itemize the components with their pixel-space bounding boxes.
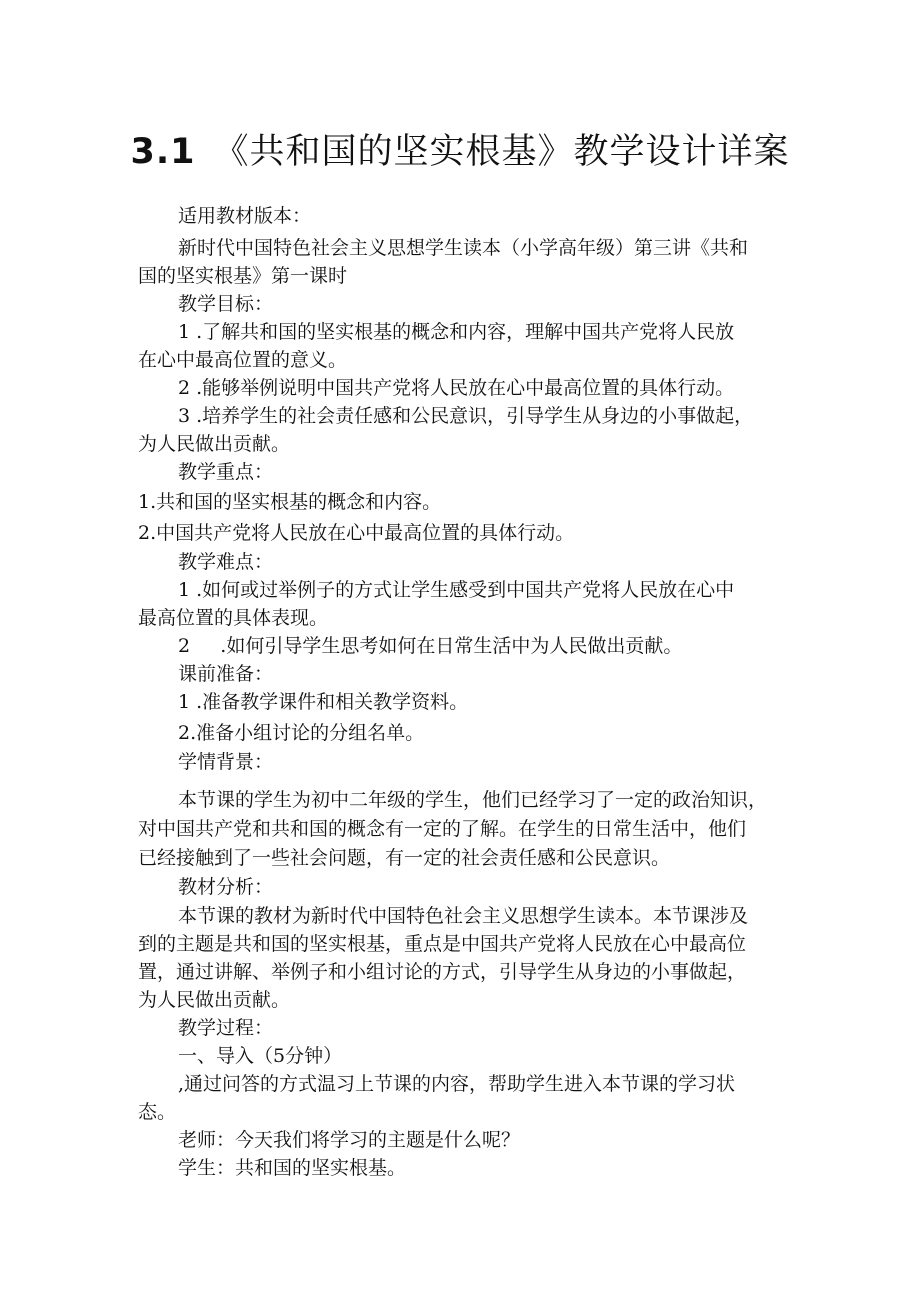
difficulties-heading: 教学难点： — [178, 551, 274, 573]
goal-1-line-1: 1 .了解共和国的坚实根基的概念和内容，理解中国共产党将人民放 — [178, 321, 735, 343]
key-points-heading: 教学重点： — [178, 461, 274, 483]
textbook-version-heading: 适用教材版本： — [178, 205, 312, 227]
goal-3-line-2: 为人民做出贡献。 — [138, 433, 291, 455]
difficulty-1-line-1: 1 .如何或过举例子的方式让学生感受到中国共产党将人民放在心中 — [178, 579, 735, 601]
student-background-line-3: 已经接触到了一些社会问题，有一定的社会责任感和公民意识。 — [138, 847, 671, 869]
preparation-1: 1 .准备教学课件和相关教学资料。 — [178, 691, 469, 713]
difficulty-2: 2 .如何引导学生思考如何在日常生活中为人民做出贡献。 — [178, 635, 683, 657]
title-text: 《共和国的坚实根基》教学设计详案 — [213, 132, 790, 172]
intro-paragraph-line-1: ,通过问答的方式温习上节课的内容，帮助学生进入本节课的学习状 — [178, 1073, 736, 1095]
goal-2: 2 .能够举例说明中国共产党将人民放在心中最高位置的具体行动。 — [178, 377, 735, 399]
textbook-analysis-line-4: 为人民做出贡献。 — [138, 989, 291, 1011]
dialogue-teacher: 老师：今天我们将学习的主题是什么呢？ — [178, 1129, 521, 1151]
goal-1-line-2: 在心中最高位置的意义。 — [138, 349, 348, 371]
key-point-1: 1.共和国的坚实根基的概念和内容。 — [138, 491, 442, 513]
preparation-heading: 课前准备： — [178, 663, 274, 685]
section-intro-heading: 一、导入（5分钟） — [178, 1045, 343, 1067]
difficulty-1-line-2: 最高位置的具体表现。 — [138, 607, 329, 629]
textbook-name-line-1: 新时代中国特色社会主义思想学生读本（小学高年级）第三讲《共和 — [178, 237, 749, 259]
textbook-analysis-heading: 教材分析： — [178, 876, 274, 898]
document-title — [0, 128, 920, 176]
title-number: 3.1 — [130, 132, 196, 172]
teaching-goals-heading: 教学目标： — [178, 293, 274, 315]
textbook-analysis-line-3: 置，通过讲解、举例子和小组讨论的方式，引导学生从身边的小事做起， — [138, 961, 747, 983]
intro-paragraph-line-2: 态。 — [138, 1101, 177, 1123]
key-point-2: 2.中国共产党将人民放在心中最高位置的具体行动。 — [138, 522, 575, 544]
goal-3-line-1: 3 .培养学生的社会责任感和公民意识，引导学生从身边的小事做起， — [178, 405, 754, 427]
teaching-process-heading: 教学过程： — [178, 1017, 274, 1039]
student-background-line-2: 对中国共产党和共和国的概念有一定的了解。在学生的日常生活中，他们 — [138, 818, 747, 840]
dialogue-student: 学生：共和国的坚实根基。 — [178, 1157, 407, 1179]
preparation-2: 2.准备小组讨论的分组名单。 — [178, 722, 425, 744]
textbook-analysis-line-1: 本节课的教材为新时代中国特色社会主义思想学生读本。本节课涉及 — [178, 905, 749, 927]
textbook-name-line-2: 国的坚实根基》第一课时 — [138, 265, 348, 287]
textbook-analysis-line-2: 到的主题是共和国的坚实根基，重点是中国共产党将人民放在心中最高位 — [138, 933, 747, 955]
student-background-line-1: 本节课的学生为初中二年级的学生，他们已经学习了一定的政治知识， — [178, 789, 768, 811]
student-background-heading: 学情背景： — [178, 751, 274, 773]
